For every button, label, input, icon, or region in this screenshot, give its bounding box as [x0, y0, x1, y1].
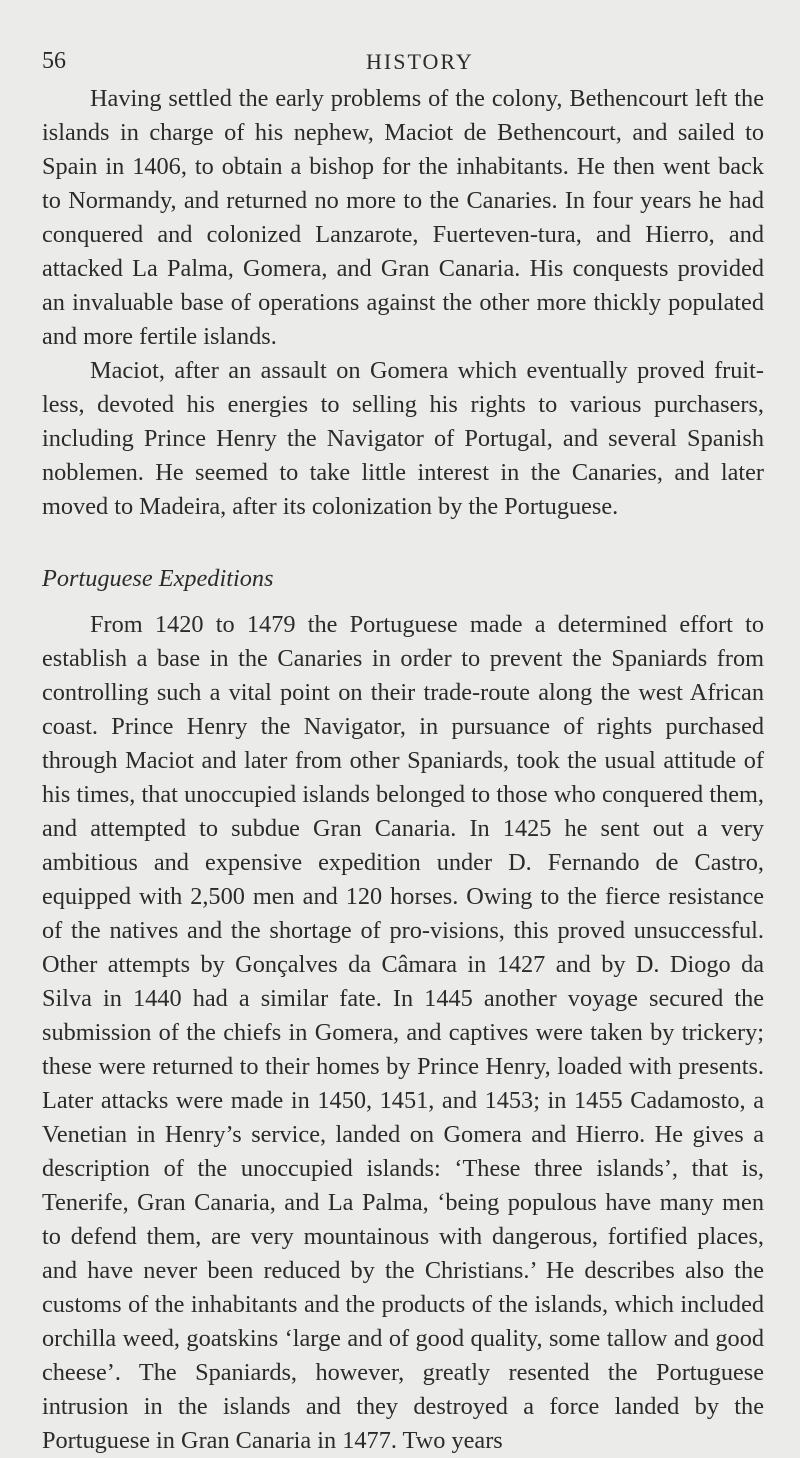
paragraph-bethencourt: Having settled the early problems of the colony, Bethencourt left the islands in charge of his nephew, Maciot de Bethencourt, and sailed to Spain in 1406, to obtain a bishop for the inhabitants. He then went back to Normandy, and returned no more to the Canaries. In four years he had conquered and colonized Lanzarote, Fuerteven-tura, and Hierro, and attacked La Palma, Gomera, and Gran Canaria. His conquests provided an invaluable base of operations against the other more thickly populated and more fertile islands. [42, 85, 764, 350]
running-title: HISTORY [366, 49, 474, 74]
body-text [42, 82, 764, 1458]
paragraph-maciot: Maciot, after an assault on Gomera which eventually proved fruit-less, devoted his energies to selling his rights to various purchasers, including Prince Henry the Navigator of Portugal, and several Spanish noblemen. He seemed to take little interest in the Canaries, and later moved to Madeira, after its colonization by the Portuguese. [42, 357, 764, 520]
running-head [42, 48, 764, 82]
book-page [42, 48, 764, 1458]
page-number: 56 [42, 48, 66, 74]
section-heading: Portuguese Expeditions [42, 565, 274, 592]
paragraph-portuguese-expeditions: From 1420 to 1479 the Portuguese made a determined effort to establish a base in the Canaries in order to prevent the Spaniards from controlling such a vital point on their trade-route along the west African coast. Prince Henry the Navigator, in pursuance of rights purchased through Maciot and later from other Spaniards, took the usual attitude of his times, that unoccupied islands belonged to those who conquered them, and attempted to subdue Gran Canaria. In 1425 he sent out a very ambitious and expensive expedition under D. Fernando de Castro, equipped with 2,500 men and 120 horses. Owing to the fierce resistance of the natives and the shortage of pro-visions, this proved unsuccessful. Other attempts by Gonçalves da Câmara in 1427 and by D. Diogo da Silva in 1440 had a similar fate. In 1445 another voyage secured the submission of the chiefs in Gomera, and captives were taken by trickery; these were returned to their homes by Prince Henry, loaded with presents. Later attacks were made in 1450, 1451, and 1453; in 1455 Cadamosto, a Venetian in Henry’s service, landed on Gomera and Hierro. He gives a description of the unoccupied islands: ‘These three islands’, that is, Tenerife, Gran Canaria, and La Palma, ‘being populous have many men to defend them, are very mountainous with dangerous, fortified places, and have never been reduced by the Christians.’ He describes also the customs of the inhabitants and the products of the islands, which included orchilla weed, goatskins ‘large and of good quality, some tallow and good cheese’. The Spaniards, however, greatly resented the Portuguese intrusion in the islands and they destroyed a force landed by the Portuguese in Gran Canaria in 1477. Two years [42, 611, 764, 1454]
